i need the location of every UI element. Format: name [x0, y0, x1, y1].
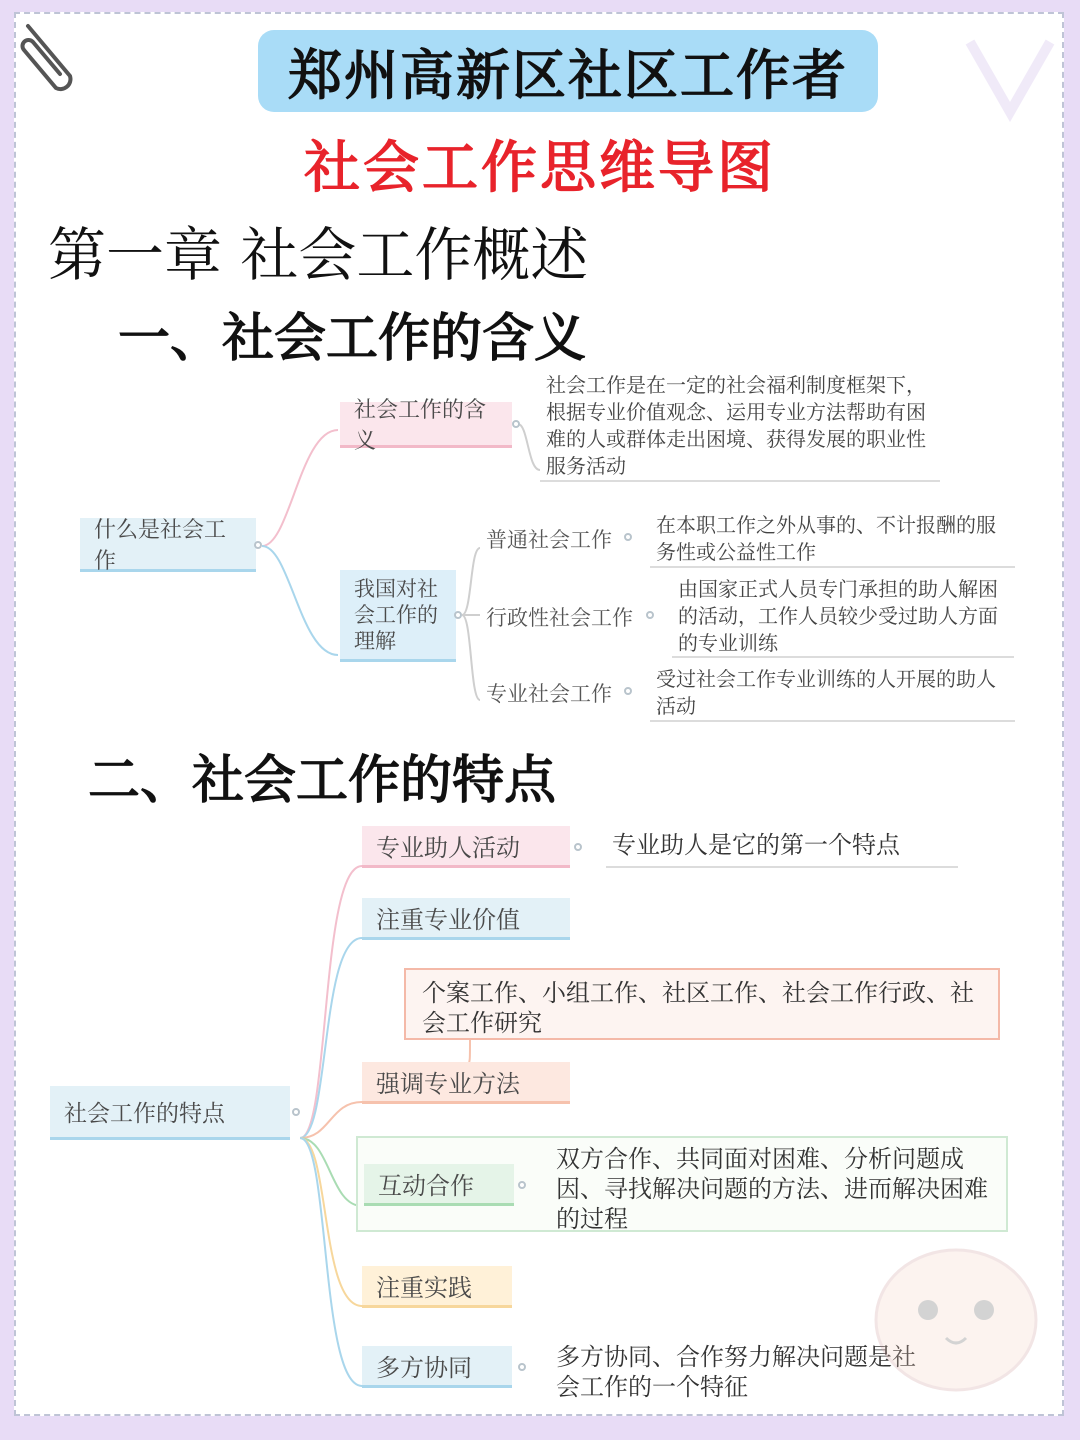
branch-meaning-label: 社会工作的含义 — [354, 397, 487, 454]
page-title: 郑州高新区社区工作者 — [288, 43, 848, 107]
feature-label: 专业助人活动 — [376, 834, 520, 862]
type-administrative-desc: 由国家正式人员专门承担的助人解困的活动，工作人员较少受过助人方面的专业训练 — [672, 574, 1014, 658]
branch-meaning — [340, 397, 512, 454]
cat-sticker-icon — [856, 1210, 1056, 1410]
root-features-label: 社会工作的特点 — [64, 1101, 225, 1127]
node-dot — [512, 420, 520, 428]
node-dot — [624, 533, 632, 541]
feature-practice — [362, 1266, 512, 1308]
feature-professional-help-desc: 专业助人是它的第一个特点 — [606, 828, 958, 868]
node-dot — [254, 541, 262, 549]
chapter-heading: 第一章 社会工作概述 — [48, 221, 589, 289]
feature-collaboration-desc: 多方协同、合作努力解决问题是社会工作的一个特征 — [556, 1343, 916, 1401]
section2-heading: 二、社会工作的特点 — [88, 751, 557, 811]
node-dot — [518, 1181, 526, 1189]
feature-label: 互动合作 — [378, 1172, 474, 1200]
mindmap-root-what-is-social-work — [80, 518, 256, 572]
feature-methods-desc: 个案工作、小组工作、社区工作、社会工作行政、社会工作研究 — [404, 968, 1000, 1040]
branch-china-label: 我国对社会工作的理解 — [354, 576, 438, 653]
feature-professional-help — [362, 826, 570, 868]
feature-interaction-desc: 双方合作、共同面对困难、分析问题成因、寻找解决问题的方法、进而解决困难的过程 — [556, 1145, 988, 1233]
node-dot — [292, 1108, 300, 1116]
node-dot — [574, 843, 582, 851]
node-dot — [646, 611, 654, 619]
feature-label: 注重专业价值 — [376, 906, 520, 934]
feature-professional-values — [362, 898, 570, 940]
section1-heading: 一、社会工作的含义 — [118, 309, 587, 369]
node-dot — [454, 611, 462, 619]
type-professional-label: 专业社会工作 — [486, 682, 612, 706]
type-administrative-label: 行政性社会工作 — [486, 606, 633, 630]
feature-label: 强调专业方法 — [376, 1070, 520, 1098]
meaning-definition: 社会工作是在一定的社会福利制度框架下，根据专业价值观念、运用专业方法帮助有困难的人或群体走出困境、获得发展的职业性服务活动 — [540, 370, 940, 482]
mindmap-root-features — [50, 1086, 290, 1140]
feature-interaction — [364, 1164, 514, 1206]
type-general-label: 普通社会工作 — [486, 528, 612, 552]
node-dot — [624, 687, 632, 695]
feature-label: 多方协同 — [376, 1354, 472, 1382]
root-label: 什么是社会工作 — [94, 517, 227, 574]
node-dot — [518, 1363, 526, 1371]
feature-professional-methods — [362, 1062, 570, 1104]
type-general-desc: 在本职工作之外从事的、不计报酬的服务性或公益性工作 — [650, 510, 1015, 568]
feature-label: 注重实践 — [376, 1274, 472, 1302]
branch-china-understanding — [340, 570, 456, 662]
page-subtitle: 社会工作思维导图 — [304, 136, 776, 201]
feature-collaboration — [362, 1346, 512, 1388]
heart-logo-icon — [960, 22, 1060, 122]
type-professional-desc: 受过社会工作专业训练的人开展的助人活动 — [650, 664, 1015, 722]
